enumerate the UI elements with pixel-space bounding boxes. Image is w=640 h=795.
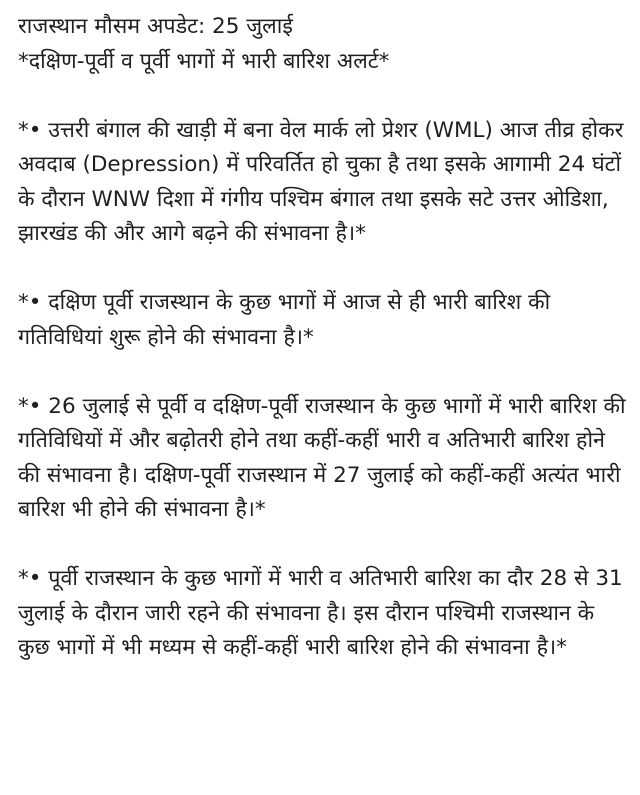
paragraph-low-pressure: *• उत्तरी बंगाल की खाड़ी में बना वेल मार्क लो प्रेशर (WML) आज तीव्र होकर अवदाब (Depression) में परिवर्तित हो चुका है तथा इसके आगामी 24 घंटों के दौरान WNW दिशा में गंगीय पश्चिम बंगाल तथा इसके सटे उत्तर ओडिशा, झारखंड की और आगे बढ़ने की संभावना है।* [18,117,624,246]
paragraph-southeast-rain: *• दक्षिण पूर्वी राजस्थान के कुछ भागों में आज से ही भारी बारिश की गतिविधियां शुरू होने की संभावना है।* [18,290,551,350]
paragraph-gap [18,79,626,114]
paragraph-gap [18,355,626,390]
message-title: राजस्थान मौसम अपडेट: 25 जुलाई [18,14,293,39]
paragraph-july-26-rain: *• 26 जुलाई से पूर्वी व दक्षिण-पूर्वी राजस्थान के कुछ भागों में भारी बारिश की गतिविधियों में और बढ़ोतरी होने तथा कहीं-कहीं भारी व अतिभारी बारिश होने की संभावना है। दक्षिण-पूर्वी राजस्थान में 27 जुलाई को कहीं-कहीं अत्यंत भारी बारिश भी होने की संभावना है।* [18,393,626,522]
paragraph-gap [18,528,626,563]
message-subtitle: *दक्षिण-पूर्वी व पूर्वी भागों में भारी बारिश अलर्ट* [18,48,390,74]
paragraph-july-28-31-rain: *• पूर्वी राजस्थान के कुछ भागों में भारी व अतिभारी बारिश का दौर 28 से 31 जुलाई के दौरान जारी रहने की संभावना है। इस दौरान पश्चिमी राजस्थान के कुछ भागों में भी मध्यम से कहीं-कहीं भारी बारिश होने की संभावना है।* [18,566,623,660]
paragraph-gap [18,252,626,287]
